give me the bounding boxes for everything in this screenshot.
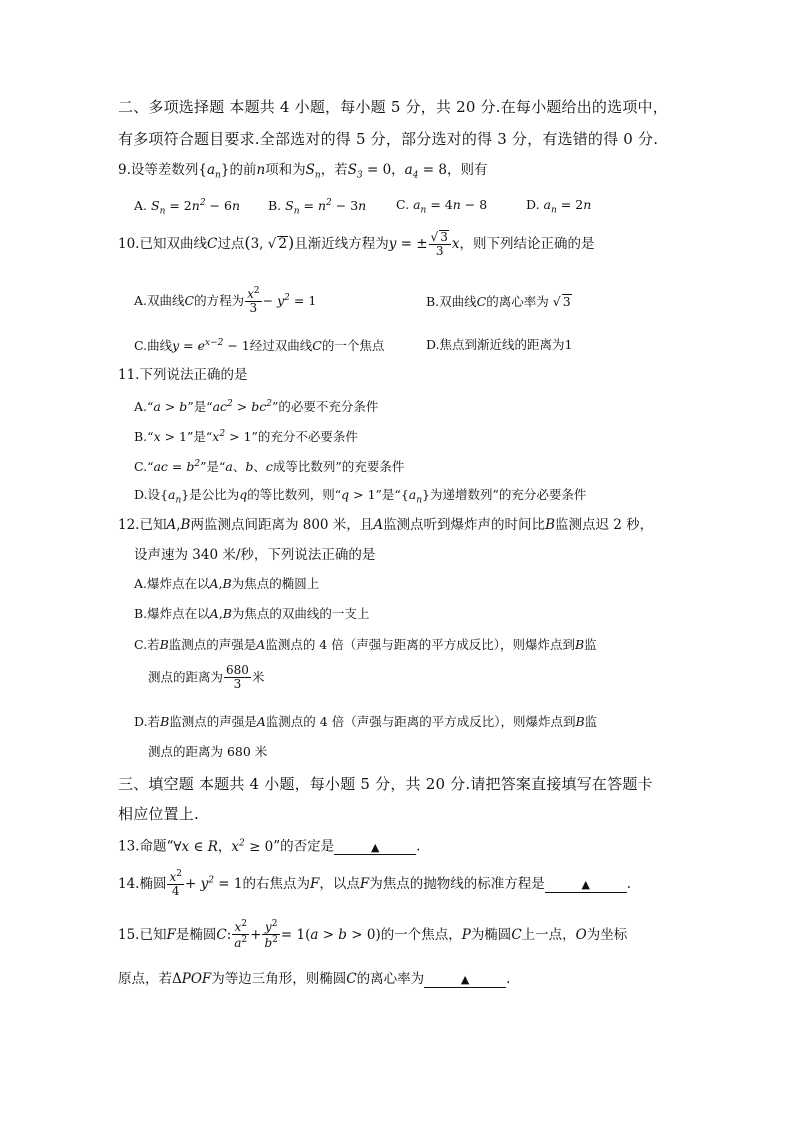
q12-option-b (134, 607, 369, 621)
q10-option-b-text: B.双曲线 (426, 294, 477, 309)
q10-option-a-text: A.双曲线 (134, 293, 185, 308)
q9-math-s3: $S_3 = 0$ (347, 162, 392, 181)
blank-marker: ▲ (581, 878, 590, 891)
q11-option-a-text: ”是“ (187, 399, 213, 415)
q12-option-c-line-2 (148, 664, 264, 692)
q15-text: . (506, 971, 511, 987)
q15-math-triangle: ΔPOF (172, 971, 212, 987)
q15-text: 为等边三角形，则椭圆 (211, 971, 347, 987)
q12-text: 监测点听到爆炸声的时间比 (383, 517, 546, 533)
q12-text: 12.已知 (118, 517, 167, 533)
q9-text: ，则有 (446, 162, 488, 178)
q15-math-c2: C (346, 971, 357, 987)
q12-option-b-text: 为焦点的双曲线的一支上 (231, 606, 370, 621)
q15-math-c: C (511, 927, 522, 943)
q11-option-d-math-2: q > 1 (341, 487, 376, 502)
q11-option-c-text: ”是“ (200, 459, 226, 475)
q10-math-asymptote: y = ± $\frac{√ 3}{3}$ x (388, 230, 460, 259)
q9-option-b-math: $S_n = n^2 - 3n$ (285, 198, 367, 217)
blank-marker: ▲ (460, 973, 470, 986)
q13-math: ∀x ∈ R，$x^2 \ge 0$ (173, 838, 274, 855)
q10-math-c: C (206, 236, 218, 252)
question-15-line-2 (118, 972, 510, 988)
q12-option-c-text: 监测点的 4 倍（声强与距离的平方成反比），则爆炸点到 (265, 637, 575, 652)
q12-option-d-text: 监测点的声强是 (169, 714, 257, 729)
q9-option-d (526, 198, 591, 216)
q10-option-a (134, 287, 316, 316)
q9-math-sn: $S_n$ (305, 162, 321, 181)
q9-option-b (268, 198, 366, 217)
q10-text: ，则下列结论正确的是 (459, 236, 595, 252)
q12-option-d-math-b: B (160, 714, 170, 729)
q15-math-o: O (575, 927, 587, 943)
q12-option-b-text: B.爆炸点在以 (134, 606, 210, 621)
q12-option-c-text: 监测点的声强是 (168, 637, 257, 652)
section-3-line-1: 三、填空题 本题共 4 小题，每小题 5 分，共 20 分.请把答案直接填写在答题卡 (118, 775, 653, 793)
q12-option-c (134, 638, 597, 652)
q15-text: 原点，若 (118, 971, 172, 987)
q11-option-d-text: 是公比为 (189, 487, 240, 502)
section-3-line-2: 相应位置上. (118, 805, 199, 823)
q13-text: . (416, 838, 421, 855)
q11-option-a-text: A.“ (134, 399, 154, 415)
q12-frac-den: 3 (233, 677, 242, 692)
q12-option-d-math-a: A (256, 714, 266, 729)
q12-math-b: B (545, 517, 555, 533)
q15-math-ellipse: C: $\frac{x^2}{a^2}$ + $\frac{y^2}{b^2}$ = 1(a > b > 0) (216, 919, 381, 951)
q10-option-c-text: 的一个焦点 (321, 338, 385, 354)
q11-option-d-math-1: $\{a_n\}$ (160, 487, 190, 506)
q11-option-a-text: ”的必要不充分条件 (271, 399, 379, 415)
q9-option-d-math: $a_n = 2n$ (543, 197, 592, 216)
q12-option-d-text: 监测点的 4 倍（声强与距离的平方成反比），则爆炸点到 (265, 714, 576, 729)
q12-option-a-math: A,B (209, 576, 232, 591)
q12-option-c-math-a: A (256, 637, 266, 652)
blank-marker: ▲ (370, 840, 380, 854)
q10-text: 过点 (217, 236, 245, 252)
q9-option-a (134, 198, 240, 217)
q9-math-a4: $a_4 = 8$ (404, 162, 447, 181)
q9-option-c-label: C. (396, 197, 410, 212)
q12-option-c-math-b: B (159, 637, 169, 652)
q14-math-f2: F (359, 876, 370, 892)
q15-text: 15.已知 (118, 927, 167, 943)
q12-option-c-math-b2: B (574, 637, 585, 652)
q9-math-an: $\{a_n\}$ (198, 162, 230, 181)
q11-option-d (134, 488, 586, 506)
q10-option-c-math: $y = e^{x-2} - 1$ (172, 338, 250, 354)
q9-math-n: n (256, 162, 266, 178)
q14-text: 14.椭圆 (118, 876, 167, 892)
q15-text: 为椭圆 (470, 927, 512, 943)
question-11-stem: 11.下列说法正确的是 (118, 367, 248, 383)
q10-option-c-text: C.曲线 (134, 338, 173, 354)
q15-text: 的一个焦点， (380, 927, 462, 943)
q11-option-d-text: 的等比数列，则“ (247, 487, 342, 502)
q12-option-a-text: 为焦点的椭圆上 (231, 576, 320, 591)
q10-text: 且渐近线方程为 (294, 236, 389, 252)
q10-text: 10.已知双曲线 (118, 236, 207, 252)
q13-text: ”的否定是 (273, 838, 335, 855)
q12-option-d-math-b2: B (575, 714, 585, 729)
q11-option-b-text: ”是“ (187, 429, 213, 445)
q15-math-f: F (166, 927, 176, 943)
q12-option-c-text: C.若 (134, 637, 160, 652)
q12-option-d (134, 715, 597, 729)
q9-option-c (396, 198, 487, 216)
section-2-line-2: 有多项符合题目要求.全部选对的得 5 分，部分选对的得 3 分，有选错的得 0 分. (118, 130, 659, 148)
q11-option-b-text: ”的充分不必要条件 (251, 429, 358, 445)
question-10-stem (118, 230, 594, 259)
q10-option-b-math-c: C (476, 294, 487, 309)
q12-option-c-text: 测点的距离为 (148, 669, 224, 685)
q15-text: 的离心率为 (356, 971, 425, 987)
q10-option-b-text: 的离心率为 (486, 294, 549, 309)
q12-option-c-text: 监 (584, 637, 597, 652)
q11-option-d-text: D.设 (134, 487, 161, 502)
q10-option-b (426, 294, 572, 309)
q9-text: 的前 (229, 162, 257, 178)
q9-option-a-label: A. (134, 198, 148, 214)
question-14 (118, 870, 631, 899)
q12-option-b-math: A,B (209, 606, 232, 621)
q14-text: . (626, 876, 632, 892)
q11-option-d-math-q: q (239, 487, 248, 502)
q12-text: 两监测点间距离为 800 米，且 (190, 517, 374, 533)
q14-math: $\frac{x^2}{4}$ + $y^2 = 1$ (169, 869, 243, 899)
q10-option-a-text: 的方程为 (194, 293, 245, 308)
q11-option-a (134, 399, 378, 415)
q10-option-c-math-c: C (312, 338, 322, 354)
q11-option-b-math-2: $x^2 > 1$ (212, 429, 252, 445)
q12-option-d-line-2: 测点的距离为 680 米 (148, 744, 268, 759)
q12-math-a: A (373, 517, 384, 533)
q10-option-c (134, 338, 384, 354)
q11-option-d-text: 为递增数列”的充分必要条件 (429, 487, 587, 502)
q11-option-a-math-1: a > b (153, 399, 188, 415)
q12-text: 监测点迟 2 秒， (554, 517, 654, 533)
q14-text: 的右焦点为 (242, 876, 310, 892)
q12-option-c-fraction (224, 664, 251, 692)
q11-option-c-text: 成等比数列”的充要条件 (272, 459, 405, 475)
q10-math-point: ( (244, 233, 251, 252)
question-9-stem: 9.设等差数列$\{a_n\}$的前n项和为$S_n$，若$S_3 = 0$，$a_4 = 8$，则有 (118, 162, 488, 181)
q12-math-ab: A,B (166, 517, 191, 533)
q10-option-c-text: 经过双曲线 (249, 338, 313, 354)
q12-frac-num: 680 (226, 663, 249, 677)
q11-option-d-text: ”是“ (375, 487, 401, 502)
q10-option-b-math: √ 3 (548, 294, 571, 309)
q10-option-a-math: $\frac{x^2}{3}$ − $y^2 = 1$ (247, 286, 317, 316)
q11-option-c-math-2: a、b、c (225, 459, 273, 475)
q10-option-a-math-c: C (184, 293, 195, 308)
answer-blank-13[interactable] (334, 841, 416, 856)
q15-math-p: P (461, 927, 471, 943)
q12-option-a (134, 577, 319, 591)
q12-option-d-text: D.若 (134, 714, 161, 729)
section-2-line-1: 二、多项选择题 本题共 4 小题，每小题 5 分，共 20 分.在每小题给出的选项中， (118, 98, 668, 116)
q14-text: 为焦点的抛物线的标准方程是 (369, 876, 545, 892)
q10-option-d: D.焦点到渐近线的距离为1 (426, 337, 573, 352)
q12-option-a-text: A.爆炸点在以 (134, 576, 210, 591)
question-15 (118, 920, 627, 951)
answer-blank-15[interactable] (424, 973, 506, 988)
q10-math-point-close: ) (287, 233, 295, 252)
q11-option-d-math-3: $\{a_n\}$ (400, 487, 430, 506)
q9-text: 9.设等差数列 (118, 162, 199, 178)
q11-option-b (134, 429, 358, 445)
q9-option-a-math: $S_n = 2n^2 - 6n$ (151, 198, 241, 217)
answer-blank-14[interactable] (545, 878, 627, 893)
q14-text: ，以点 (319, 876, 360, 892)
q13-text: 13.命题“ (118, 838, 174, 855)
q15-text: 是椭圆 (175, 927, 217, 943)
q11-option-c (134, 459, 404, 475)
q9-option-d-label: D. (526, 197, 540, 212)
q12-option-c-text: 米 (251, 669, 265, 685)
q15-text: 上一点， (521, 927, 576, 943)
q9-option-c-math: $a_n = 4n - 8$ (413, 197, 488, 216)
q15-text: 为坐标 (586, 927, 628, 943)
question-13 (118, 838, 420, 855)
q9-option-b-label: B. (268, 198, 282, 214)
q11-option-c-math-1: ac = $b^2$ (153, 459, 201, 475)
q11-option-b-math-1: x > 1 (153, 429, 187, 445)
q9-text: 项和为 (265, 162, 306, 178)
q11-option-a-math-2: $ac^2 > bc^2$ (212, 399, 272, 415)
q9-text: ，若 (320, 162, 348, 178)
question-12-stem-line-2: 设声速为 340 米/秒，下列说法正确的是 (134, 547, 376, 563)
q11-option-b-text: B.“ (134, 429, 154, 445)
q10-math-point-val: 3, √ 2 (250, 236, 287, 252)
question-12-stem (118, 518, 653, 534)
q14-math-f: F (309, 876, 320, 892)
q11-option-c-text: C.“ (134, 459, 154, 475)
q12-option-d-text: 监 (584, 714, 598, 729)
